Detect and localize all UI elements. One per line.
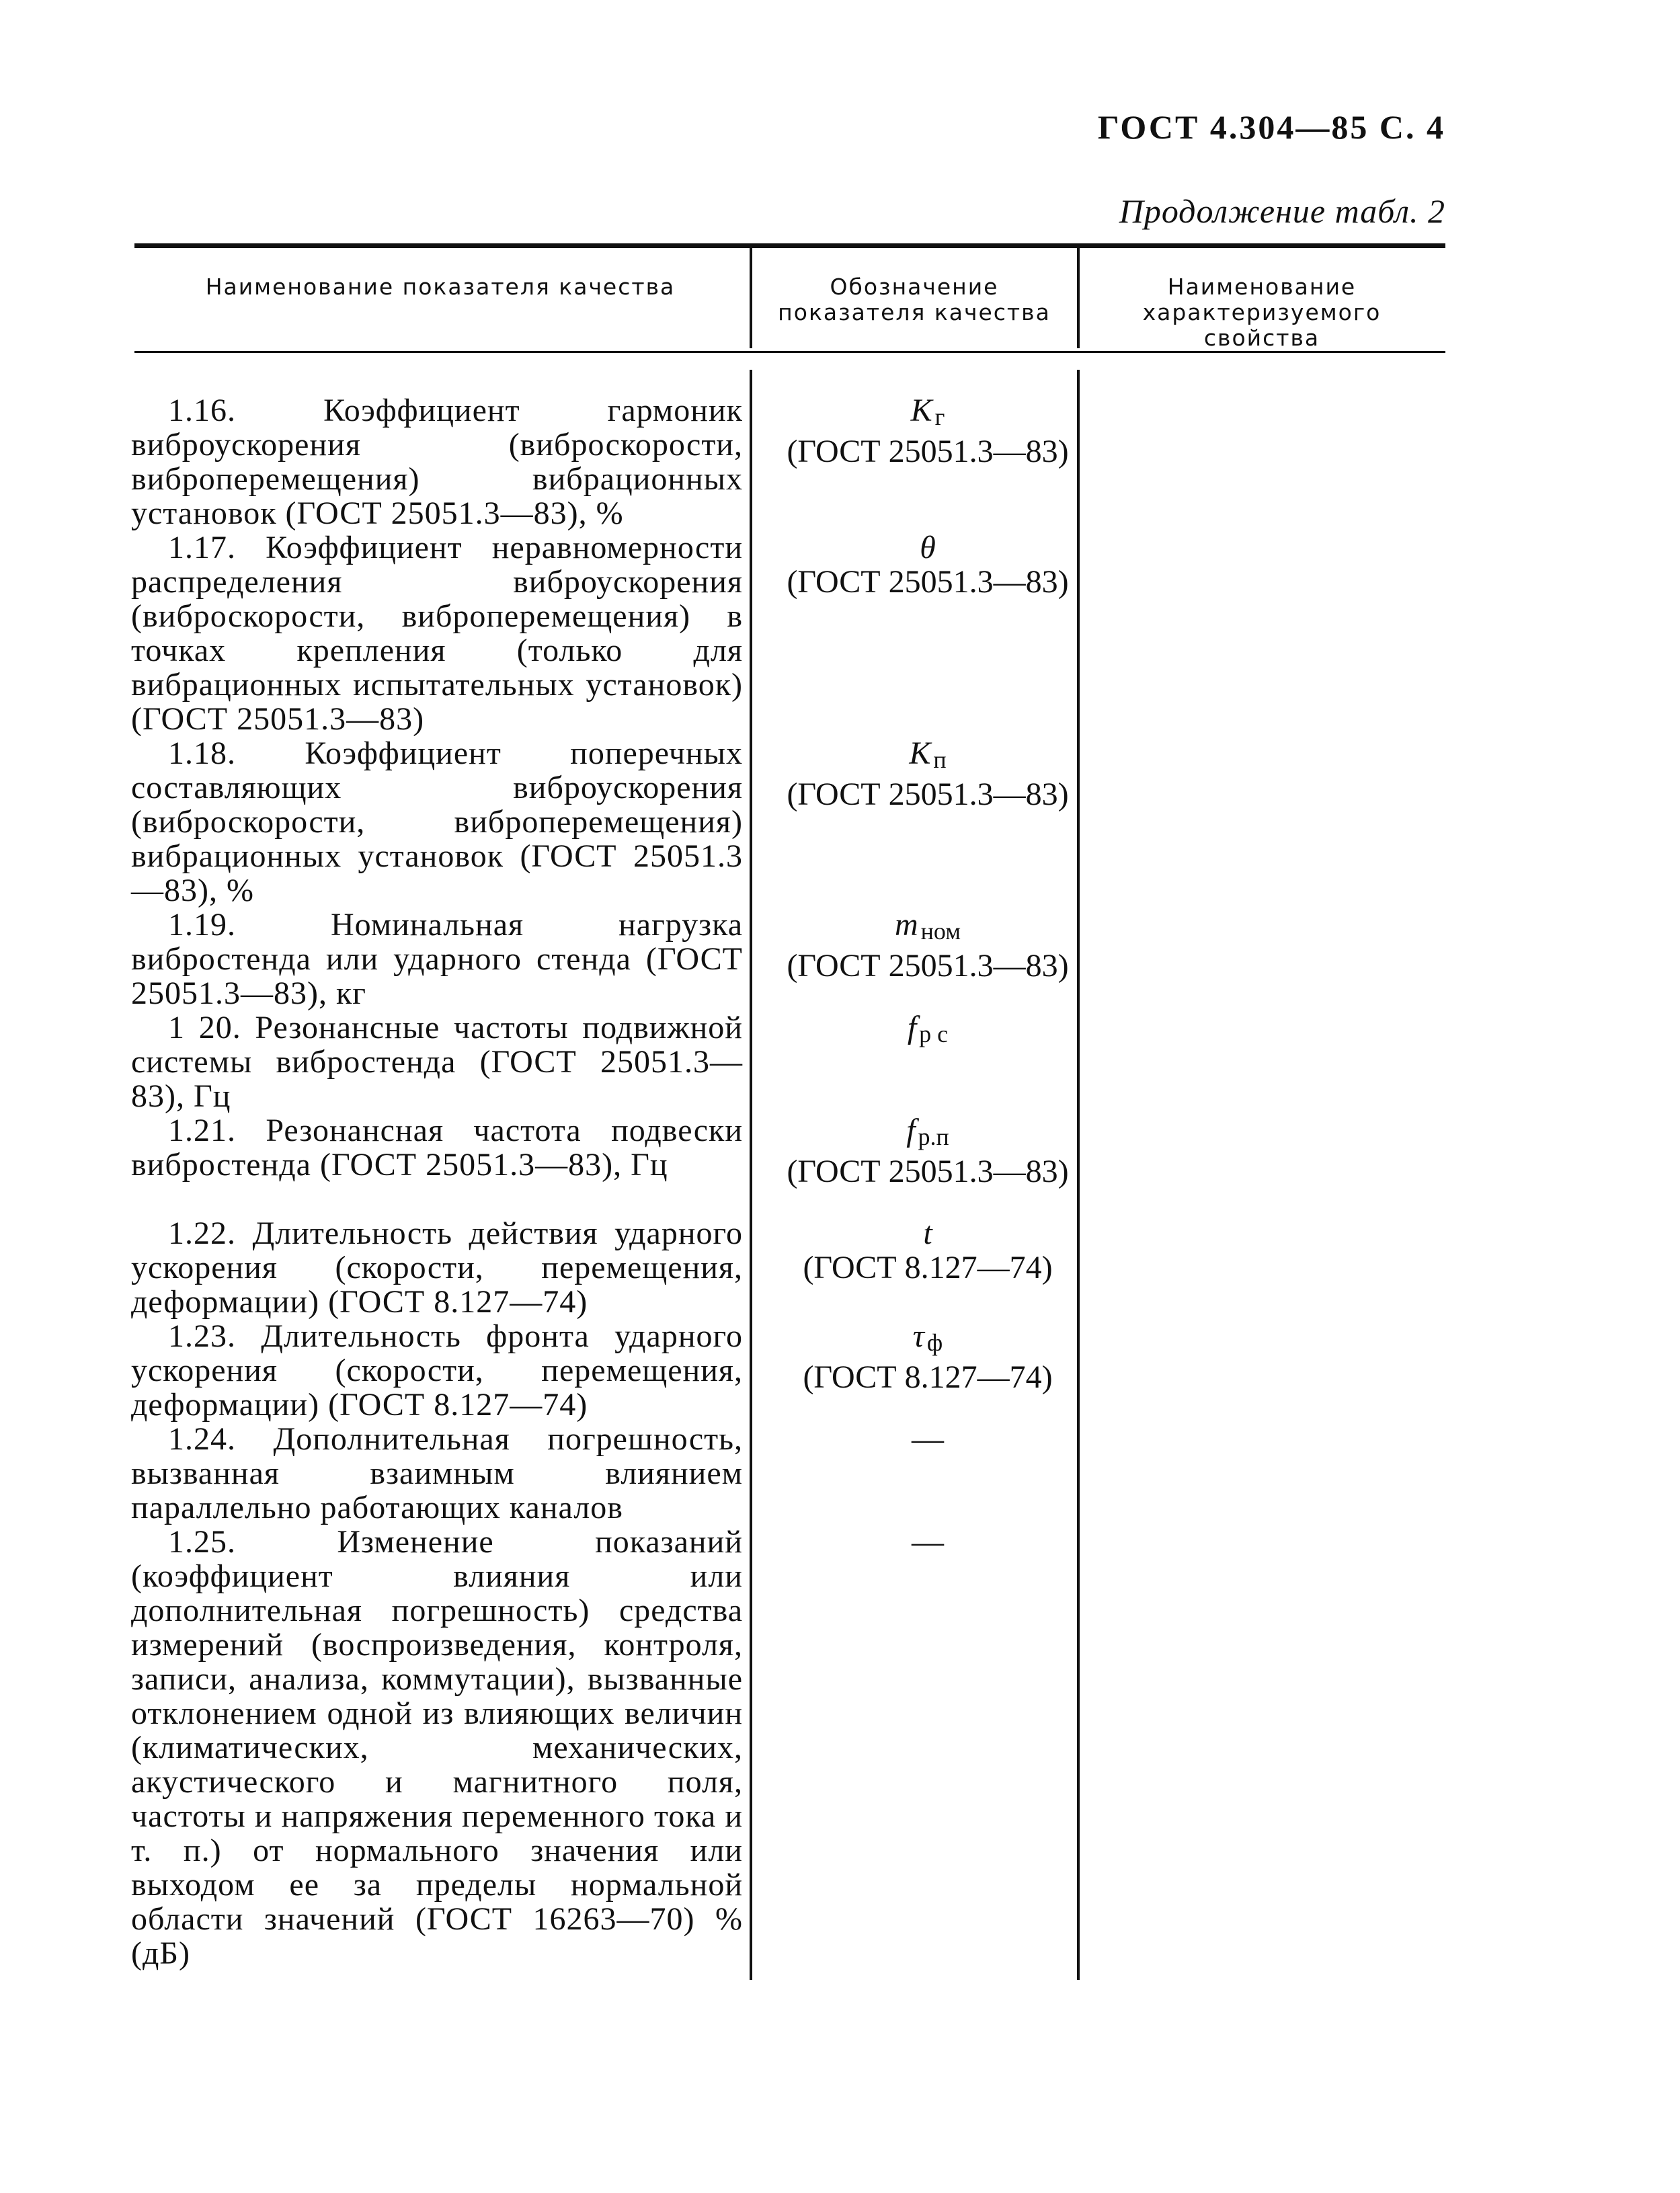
row-1-17-text: 1.17. Коэффициент неравномерности распределения виброускорения (виброскорости, виброперемещения) в точках крепления (только для вибрационных испытательных установок) (ГОСТ 25051.3—83)	[131, 530, 743, 737]
row-1-16-symbol: K $_г$	[910, 393, 945, 430]
row-1-22-designation	[770, 1216, 1086, 1319]
row-1-17-symbol: θ	[920, 530, 936, 565]
row-1-16-standard-ref: (ГОСТ 25051.3—83)	[787, 434, 1069, 469]
row-1-22-text: 1.22. Длительность действия ударного ускорения (скорости, перемещения, деформации) (ГОСТ 8.127—74)	[131, 1215, 743, 1320]
row-1-18-symbol: K $_п$	[909, 735, 947, 773]
table-caption: Продолжение табл. 2	[1119, 192, 1445, 230]
row-1-19-text: 1.19. Номинальная нагрузка вибростенда или ударного стенда (ГОСТ 25051.3—83), кг	[131, 907, 743, 1011]
row-1-21-standard-ref: (ГОСТ 25051.3—83)	[787, 1154, 1069, 1189]
column-header-property: Наименование характеризуемого свойства	[1142, 274, 1382, 351]
row-1-25-text: 1.25. Изменение показаний (коэффициент влияния или дополнительная погрешность) средства измерений (воспроизведения, контроля, записи, анализа, коммутации), вызванные отклонением одной из влияющих величин (климатических, механических, акустического и магнитного поля, частоты и напряжения переменного тока и т. п.) от нормального значения или выходом ее за пределы нормальной области значений (ГОСТ 16263—70) % (дБ)	[131, 1524, 743, 1971]
table-body	[131, 393, 1086, 1970]
row-1-20-text: 1 20. Резонансные частоты подвижной системы вибростенда (ГОСТ 25051.3—83), Гц	[131, 1010, 743, 1114]
row-1-19-standard-ref: (ГОСТ 25051.3—83)	[787, 948, 1069, 984]
column-header-quality-indicator: Наименование показателя качества	[205, 274, 676, 300]
row-1-19-symbol: m $_{ном}$	[894, 907, 961, 945]
row-1-20-symbol: f $_{р с}$	[907, 1010, 949, 1047]
row-1-20-designation	[770, 1010, 1086, 1113]
row-1-23-designation	[770, 1319, 1086, 1422]
row-1-21-designation	[770, 1113, 1086, 1216]
row-1-23-standard-ref: (ГОСТ 8.127—74)	[803, 1359, 1053, 1395]
row-1-25-designation	[770, 1525, 1086, 1970]
column-header-designation: Обозначение показателя качества	[778, 274, 1051, 325]
row-1-18-text: 1.18. Коэффициент поперечных составляющих виброускорения (виброскорости, виброперемещения) вибрационных установок (ГОСТ 25051.3—83), %	[131, 735, 743, 908]
row-1-18-standard-ref: (ГОСТ 25051.3—83)	[787, 776, 1069, 812]
row-1-22-standard-ref: (ГОСТ 8.127—74)	[803, 1250, 1053, 1285]
row-1-23-text: 1.23. Длительность фронта ударного ускорения (скорости, перемещения, деформации) (ГОСТ 8.127—74)	[131, 1318, 743, 1423]
row-1-22-symbol: t	[923, 1215, 932, 1251]
row-1-24-symbol: —	[912, 1421, 944, 1457]
row-1-24-text: 1.24. Дополнительная погрешность, вызванная взаимным влиянием параллельно работающих каналов	[131, 1421, 743, 1525]
column-divider	[750, 247, 752, 348]
row-1-24-designation	[770, 1422, 1086, 1525]
column-divider	[1077, 247, 1080, 348]
row-1-21-symbol: f $_{р.п}$	[906, 1113, 949, 1150]
row-1-19-designation	[770, 908, 1086, 1010]
row-1-25-symbol: —	[912, 1524, 944, 1560]
row-1-17-designation	[770, 530, 1086, 736]
row-1-16-designation	[770, 393, 1086, 530]
row-1-17-standard-ref: (ГОСТ 25051.3—83)	[787, 564, 1069, 600]
row-1-18-designation	[770, 736, 1086, 908]
row-1-16-text: 1.16. Коэффициент гармоник виброускорения (виброскорости, виброперемещения) вибрационных установок (ГОСТ 25051.3—83), %	[131, 393, 743, 531]
page-header: ГОСТ 4.304—85 С. 4	[1097, 108, 1445, 146]
row-1-23-symbol: τ $_ф$	[912, 1318, 943, 1356]
table-top-rule	[134, 243, 1445, 248]
table-header-rule	[134, 351, 1445, 353]
row-1-21-text: 1.21. Резонансная частота подвески вибростенда (ГОСТ 25051.3—83), Гц	[131, 1113, 743, 1183]
